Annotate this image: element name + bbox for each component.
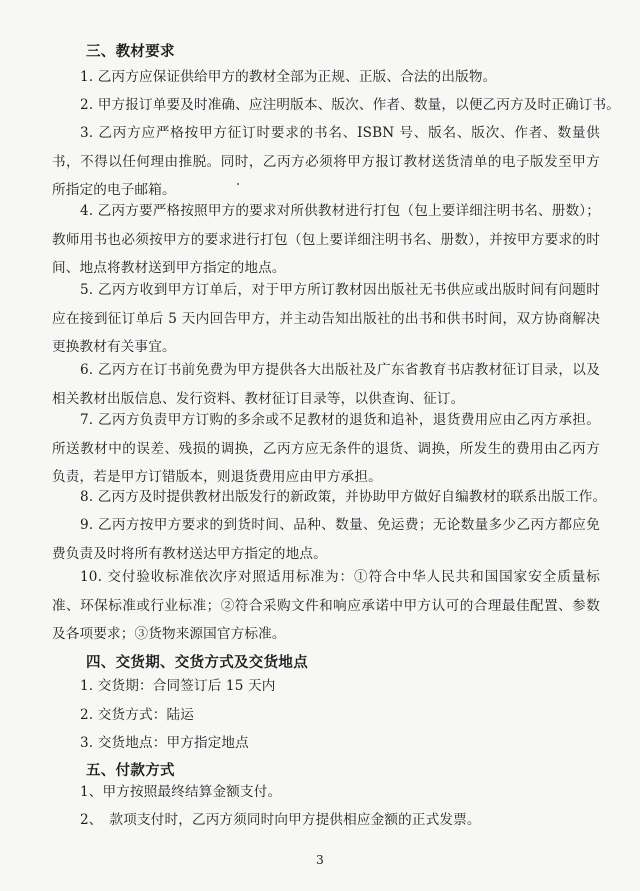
section-3-item-6: 6. 乙丙方在订书前免费为甲方提供各大出版社及广东省教育书店教材征订目录，以及相关教材出版信息、发行资料、教材征订目录等，以供查询、征订。 <box>52 362 600 407</box>
section-4-item-3: 3. 交货地点：甲方指定地点 <box>80 735 249 751</box>
section-4-item-1: 1. 交货期：合同签订后 15 天内 <box>80 678 276 694</box>
scan-speck <box>237 183 239 185</box>
section-3-item-9: 9. 乙丙方按甲方要求的到货时间、品种、数量、免运费；无论数量多少乙丙方都应免费负责及时将所有教材送达甲方指定的地点。 <box>52 517 600 562</box>
section-4-heading: 四、交货期、交货方式及交货地点 <box>86 654 308 671</box>
section-3-item-8: 8. 乙丙方及时提供教材出版发行的新政策，并协助甲方做好自编教材的联系出版工作。 <box>80 489 607 505</box>
section-3-item-1: 1. 乙丙方应保证供给甲方的教材全部为正规、正版、合法的出版物。 <box>80 69 497 85</box>
section-3-item-2: 2. 甲方报订单要及时准确、应注明版本、版次、作者、数量，以便乙丙方及时正确订书。 <box>80 97 621 113</box>
section-5-item-2: 2、 款项支付时，乙丙方须同时向甲方提供相应金额的正式发票。 <box>80 812 481 828</box>
section-5-heading: 五、付款方式 <box>86 762 175 779</box>
section-3-item-10: 10. 交付验收标准依次序对照适用标准为：①符合中华人民共和国国家安全质量标准、环保标准或行业标准；②符合采购文件和响应承诺中甲方认可的合理最佳配置、参数及各项要求；③货物来源国官方标准。 <box>52 569 600 642</box>
section-3-item-3: 3. 乙丙方应严格按甲方征订时要求的书名、ISBN 号、版名、版次、作者、数量供书，不得以任何理由推脱。同时，乙丙方必须将甲方报订教材送货清单的电子版发至甲方所指定的电子邮箱。 <box>52 125 600 198</box>
section-5-item-1: 1、甲方按照最终结算金额支付。 <box>80 784 282 800</box>
section-3-item-4: 4. 乙丙方要严格按照甲方的要求对所供教材进行打包（包上要详细注明书名、册数）；教师用书也必须按甲方的要求进行打包（包上要详细注明书名、册数），并按甲方要求的时间、地点将教材送到甲方指定的地点。 <box>52 203 600 276</box>
section-3-heading: 三、教材要求 <box>86 43 175 60</box>
section-4-item-2: 2. 交货方式：陆运 <box>80 707 194 723</box>
section-3-item-7: 7. 乙丙方负责甲方订购的多余或不足教材的退货和追补，退货费用应由乙丙方承担。所送教材中的误差、残损的调换，乙丙方应无条件的退货、调换，所发生的费用由乙丙方负责，若是甲方订错版本，则退货费用应由甲方承担。 <box>52 412 600 485</box>
section-3-item-5: 5. 乙丙方收到甲方订单后，对于甲方所订教材因出版社无书供应或出版时间有问题时应在接到征订单后 5 天内回告甲方，并主动告知出版社的出书和供书时间，双方协商解决更换教材有关事宜。 <box>52 282 600 355</box>
page-number: 3 <box>316 853 324 867</box>
